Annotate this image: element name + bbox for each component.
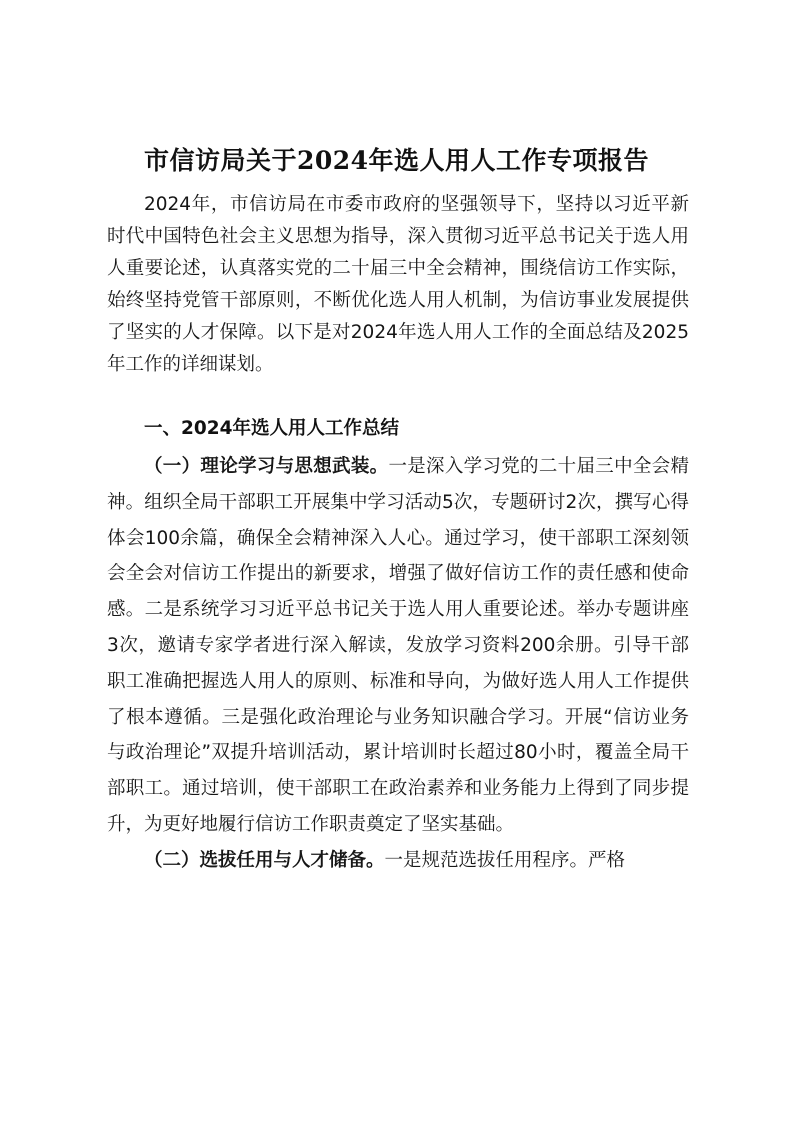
intro-paragraph: 2024年，市信访局在市委市政府的坚强领导下，坚持以习近平新时代中国特色社会主义思想为指导，深入贯彻习近平总书记关于选人用人重要论述，认真落实党的二十届三中全会精神，围绕信访工作实际，始终坚持党管干部原则，不断优化选人用人机制，为信访事业发展提供了坚实的人才保障。以下是对2024年选人用人工作的全面总结及2025年工作的详细谋划。 (107, 194, 689, 375)
section-heading: 一、2024年选人用人工作总结 (144, 418, 399, 439)
subsection-1-heading: （一）理论学习与思想武装。 (144, 456, 389, 477)
subsection-2-text: 一是规范选拔任用程序。严格 (384, 849, 626, 871)
document-title: 市信访局关于2024年选人用人工作专项报告 (143, 146, 650, 175)
subsection-2-heading: （二）选拔任用与人才储备。 (144, 849, 385, 871)
subsection-1-text: 一是深入学习党的二十届三中全会精神。组织全局干部职工开展集中学习活动5次，专题研讨2次，撰写心得体会100余篇，确保全会精神深入人心。通过学习，使干部职工深刻领会全会对信访工作提出的新要求，增强了做好信访工作的责任感和使命感。二是系统学习习近平总书记关于选人用人重要论述。举办专题讲座3次，邀请专家学者进行深入解读，发放学习资料200余册。引导干部职工准确把握选人用人的原则、标准和导向，为做好选人用人工作提供了根本遵循。三是强化政治理论与业务知识融合学习。开展“信访业务与政治理论”双提升培训活动，累计培训时长超过80小时，覆盖全局干部职工。通过培训，使干部职工在政治素养和业务能力上得到了同步提升，为更好地履行信访工作职责奠定了坚实基础。 (107, 456, 689, 835)
intro-block (107, 189, 689, 381)
section-body (107, 449, 689, 879)
subsection-1-paragraph (107, 449, 689, 843)
subsection-2-paragraph (107, 843, 689, 879)
